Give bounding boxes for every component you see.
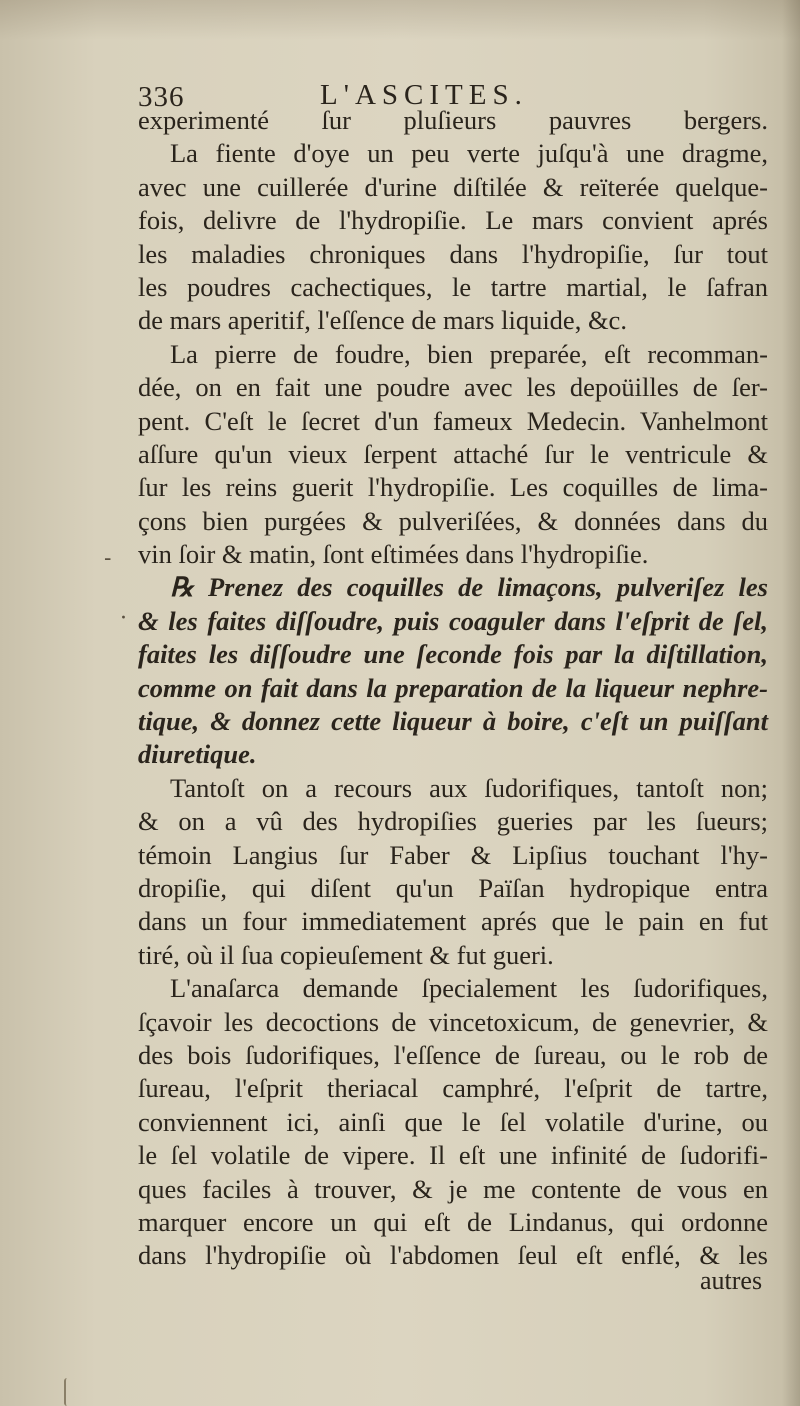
text-line: & on a vû des hydropiſies gueries par les ſueurs; <box>138 806 768 837</box>
recipe-line: tique, & donnez cette liqueur à boire, c'eſt un puiſſant <box>138 706 768 737</box>
text-line: des bois ſudorifiques, l'eſſence de ſureau, ou le rob de <box>138 1039 768 1070</box>
text-line: aſſure qu'un vieux ſerpent attaché ſur le ventricule & <box>138 438 768 469</box>
page-edge <box>782 0 800 1406</box>
text-line: çons bien purgées & pulveriſées, & données dans du <box>138 505 768 536</box>
recipe-line: & les faites diſſoudre, puis coaguler dans l'eſprit de ſel, <box>138 605 768 636</box>
text-line: ſur les reins guerit l'hydropiſie. Les coquilles de lima- <box>138 472 768 503</box>
running-head: L'ASCITES. <box>320 79 528 111</box>
text-line: le ſel volatile de vipere. Il eſt une infinité de ſudorifi- <box>138 1140 768 1171</box>
text-line: tiré, où il ſua copieuſement & fut gueri. <box>138 939 554 970</box>
text-line: marquer encore un qui eſt de Lindanus, qui ordonne <box>138 1206 768 1237</box>
recipe-line: diuretique. <box>138 739 257 770</box>
text-line: Tantoſt on a recours aux ſudorifiques, tantoſt non; <box>170 772 768 803</box>
text-line: de mars aperitif, l'eſſence de mars liquide, &c. <box>138 305 627 336</box>
page-number: 336 <box>138 81 185 113</box>
text-line: La pierre de foudre, bien preparée, eſt recomman- <box>170 338 768 369</box>
text-line: La fiente d'oye un peu verte juſqu'à une dragme, <box>170 138 768 169</box>
binding-mark <box>64 1378 70 1406</box>
text-line: ſureau, l'eſprit theriacal camphré, l'eſprit de tartre, <box>138 1073 768 1104</box>
text-line: conviennent ici, ainſi que le ſel volatile d'urine, ou <box>138 1106 768 1137</box>
catchword: autres <box>700 1266 763 1295</box>
text-line: avec une cuillerée d'urine diſtilée & reïterée quelque- <box>138 171 768 202</box>
text-line: dans un four immediatement aprés que le pain en fut <box>138 906 768 937</box>
text-line: les maladies chroniques dans l'hydropiſie, ſur tout <box>138 238 768 269</box>
page-shadow <box>0 0 800 40</box>
text-line: pent. C'eſt le ſecret d'un fameux Medecin. Vanhelmont <box>138 405 768 436</box>
text-line: dans l'hydropiſie où l'abdomen ſeul eſt enflé, & les <box>138 1240 768 1271</box>
body-text <box>138 104 768 1273</box>
text-line: témoin Langius ſur Faber & Lipſius touchant l'hy- <box>138 839 768 870</box>
text-line: dée, on en fait une poudre avec les depoüilles de ſer- <box>138 372 768 403</box>
text-line: les poudres cachectiques, le tartre martial, le ſafran <box>138 271 768 302</box>
text-line: experimenté ſur pluſieurs pauvres bergers. <box>138 105 768 135</box>
text-line: ques faciles à trouver, & je me contente de vous en <box>138 1173 768 1204</box>
text-line: vin ſoir & matin, ſont eſtimées dans l'hydropiſie. <box>138 539 649 570</box>
margin-dot-mark: · <box>120 606 127 631</box>
recipe-line: comme on fait dans la preparation de la liqueur nephre- <box>138 672 768 703</box>
text-line: fois, delivre de l'hydropiſie. Le mars convient aprés <box>138 205 768 236</box>
recipe-line: ℞ Prenez des coquilles de limaçons, pulveriſez les <box>170 572 768 603</box>
text-line: L'anaſarca demande ſpecialement les ſudorifiques, <box>170 973 768 1004</box>
recipe-line: faites les diſſoudre une ſeconde fois par la diſtillation, <box>138 639 768 670</box>
text-line: dropiſie, qui diſent qu'un Païſan hydropique entra <box>138 872 768 903</box>
margin-dash-mark: - <box>104 546 112 571</box>
text-line: ſçavoir les decoctions de vincetoxicum, de genevrier, & <box>138 1006 768 1037</box>
